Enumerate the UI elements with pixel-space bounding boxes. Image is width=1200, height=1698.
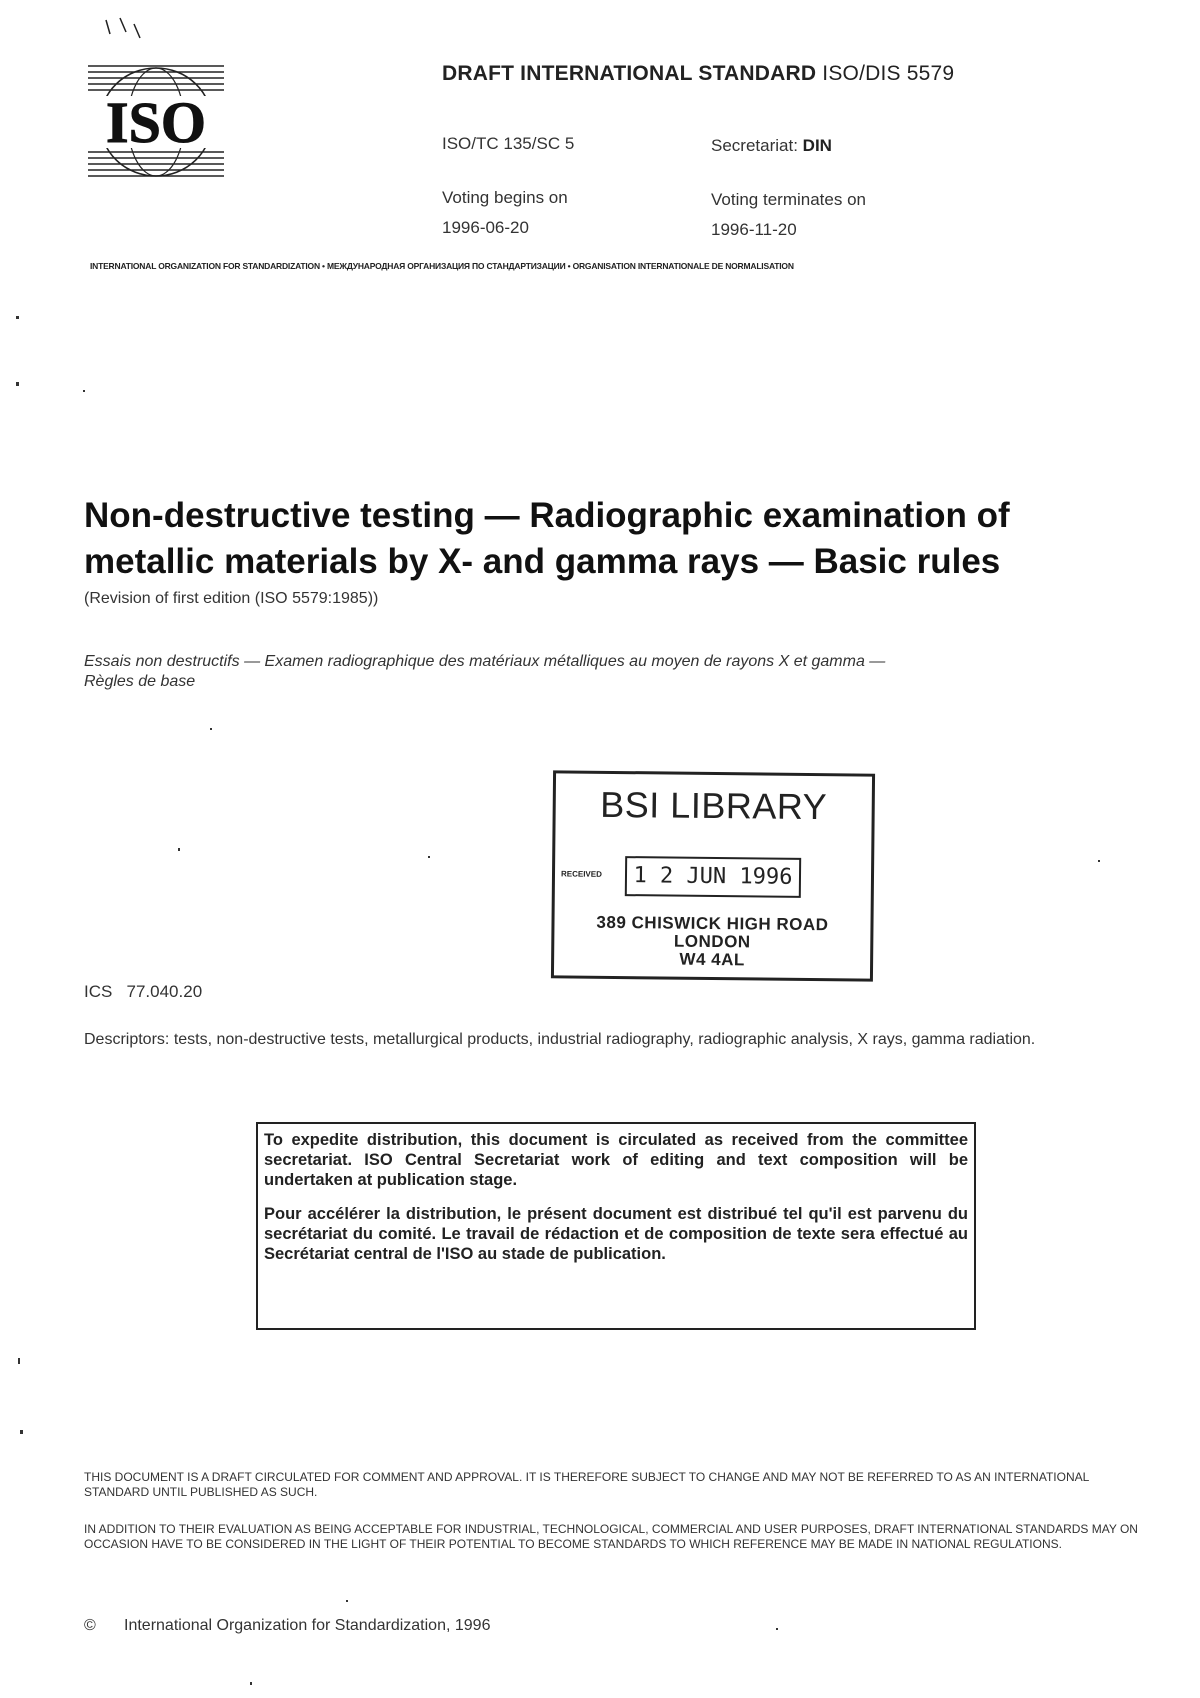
- revision-note: (Revision of first edition (ISO 5579:1985)): [84, 590, 379, 607]
- library-stamp: [551, 770, 875, 981]
- scan-speck: [776, 1628, 778, 1630]
- document-type-label: DRAFT INTERNATIONAL STANDARD: [442, 62, 817, 85]
- french-title-line-1: Essais non destructifs — Examen radiographique des matériaux métalliques au moyen de rayons X et gamma —: [84, 653, 886, 670]
- document-title: [84, 493, 1134, 585]
- copyright-symbol: ©: [84, 1617, 96, 1634]
- scan-speck: [178, 848, 180, 851]
- descriptors-text: tests, non-destructive tests, metallurgical products, industrial radiography, radiographic analysis, X rays, gamma radiation.: [173, 1031, 1036, 1048]
- secretariat-label: Secretariat:: [711, 136, 798, 155]
- scan-speck: [1098, 860, 1100, 862]
- scan-speck: [18, 1358, 20, 1364]
- ics-value: 77.040.20: [126, 982, 203, 1001]
- stamp-address-line-1: 389 CHISWICK HIGH ROAD: [596, 912, 829, 935]
- voting-begins-date: 1996-06-20: [442, 218, 529, 237]
- notice-french: Pour accélérer la distribution, le présent document est distribué tel qu'il est parvenu du secrétariat du comité. Le travail de rédaction et de composition de texte sera effectué au Secrétariat central de l'ISO au stade de publication.: [264, 1205, 968, 1263]
- french-title: [84, 652, 1134, 692]
- distribution-notice-box: [256, 1122, 976, 1330]
- copyright-text: International Organization for Standardization, 1996: [124, 1617, 491, 1634]
- stamp-date: 1 2 JUN 1996: [625, 856, 801, 898]
- committee-reference: ISO/TC 135/SC 5: [442, 134, 575, 153]
- stamp-address-line-3: W4 4AL: [679, 949, 745, 970]
- scan-speck: [16, 382, 19, 386]
- scan-speck: [346, 1600, 348, 1602]
- descriptors: [84, 1030, 1134, 1049]
- title-line-1: Non-destructive testing — Radiographic examination of: [84, 496, 1010, 535]
- stamp-address: [554, 913, 871, 970]
- ics-label: ICS: [84, 982, 113, 1001]
- ics-code: [84, 982, 202, 1002]
- stamp-title: BSI LIBRARY: [600, 783, 828, 828]
- document-number: ISO/DIS 5579: [822, 62, 955, 85]
- stamp-address-line-2: LONDON: [673, 931, 751, 952]
- descriptors-label: Descriptors:: [84, 1031, 170, 1048]
- notice-english: To expedite distribution, this document is circulated as received from the committee secretariat. ISO Central Secretariat work of editing and text composition will be undertaken at publication stage.: [264, 1131, 968, 1189]
- scan-speck: [83, 390, 85, 392]
- title-line-2: metallic materials by X- and gamma rays — Basic rules: [84, 542, 1001, 581]
- iso-logo-text: ISO: [106, 90, 206, 155]
- scan-speck: [20, 1430, 23, 1434]
- document-type: [442, 62, 954, 86]
- voting-terminates-label: Voting terminates on: [711, 190, 866, 209]
- voting-begins-label: Voting begins on: [442, 188, 568, 207]
- secretariat-value: DIN: [802, 136, 832, 155]
- scan-speck: [428, 856, 430, 858]
- french-title-line-2: Règles de base: [84, 673, 196, 690]
- draft-notice-2: IN ADDITION TO THEIR EVALUATION AS BEING ACCEPTABLE FOR INDUSTRIAL, TECHNOLOGICAL, COMMERCIAL AND USER PURPOSES, DRAFT INTERNATIONAL STANDARDS MAY ON OCCASION HAVE TO BE CONSIDERED IN THE LIGHT OF THEIR POTENTIAL TO BECOME STANDARDS TO WHICH REFERENCE MAY BE MADE IN NATIONAL REGULATIONS.: [84, 1522, 1138, 1551]
- scan-speck: [210, 728, 212, 730]
- secretariat: [711, 136, 832, 156]
- scan-speck: [16, 316, 19, 319]
- stamp-received-label: RECEIVED: [560, 869, 602, 879]
- voting-terminates-date: 1996-11-20: [711, 220, 797, 239]
- draft-notice-1: THIS DOCUMENT IS A DRAFT CIRCULATED FOR COMMENT AND APPROVAL. IT IS THEREFORE SUBJECT TO CHANGE AND MAY NOT BE REFERRED TO AS AN INTERNATIONAL STANDARD UNTIL PUBLISHED AS SUCH.: [84, 1470, 1089, 1499]
- organization-line: INTERNATIONAL ORGANIZATION FOR STANDARDIZATION • МЕЖДУНАРОДНАЯ ОРГАНИЗАЦИЯ ПО СТАНДАРТИЗАЦИИ • ORGANISATION INTERNATIONALE DE NORMALISATION: [90, 261, 794, 271]
- scan-speck: [250, 1682, 252, 1685]
- iso-logo: [86, 14, 226, 184]
